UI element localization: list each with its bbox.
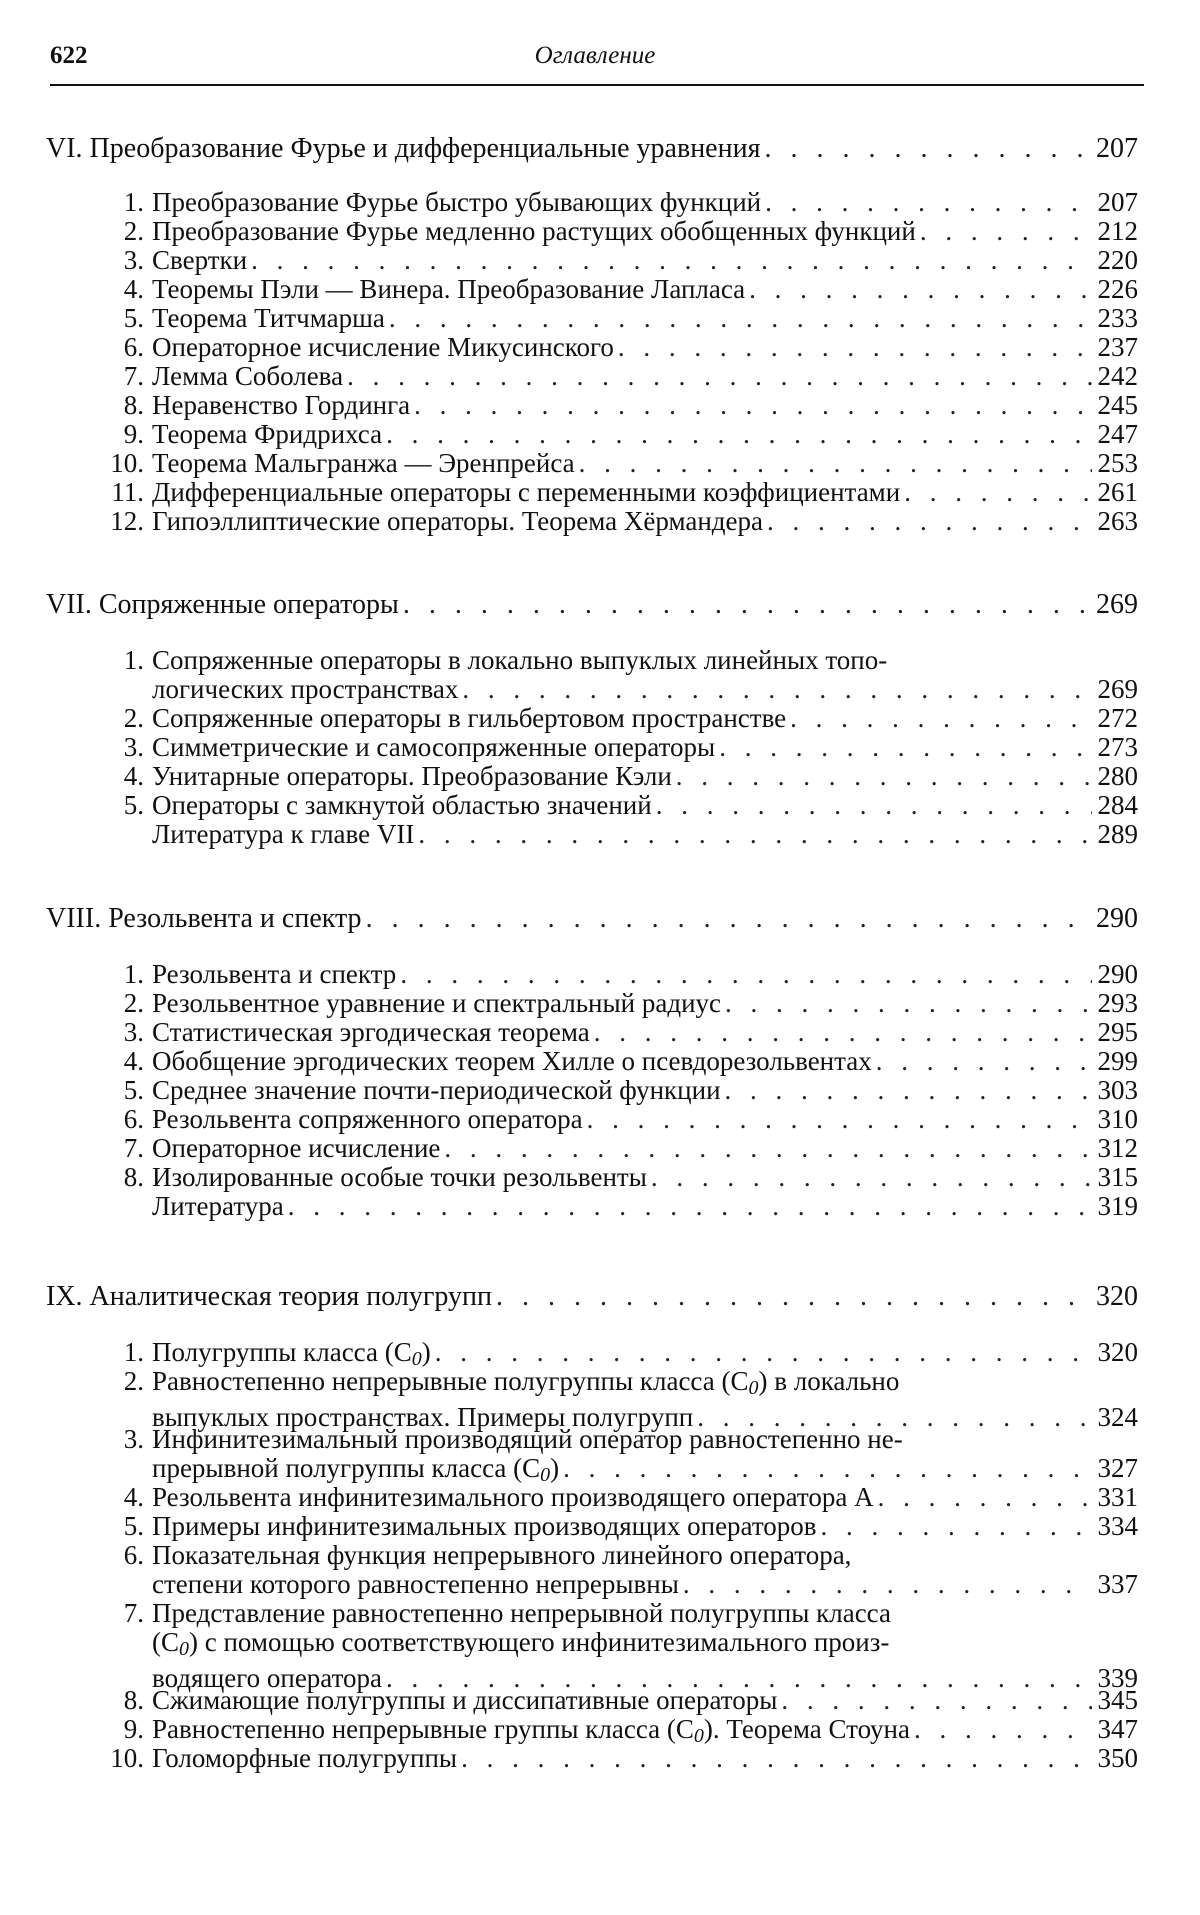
toc-entry <box>96 1425 1138 1490</box>
entry-title: Резольвента инфинитезимального производящего оператора A <box>152 1482 874 1512</box>
toc-entry <box>96 820 1138 849</box>
entry-title: Равностепенно непрерывные полугруппы класса $(C_0)$ в локально <box>152 1366 900 1399</box>
dot-leader <box>910 1715 1092 1744</box>
page-ref: 339 <box>1097 1663 1138 1693</box>
page-ref: 347 <box>1097 1714 1138 1744</box>
dot-leader <box>721 1076 1092 1105</box>
entry-title: Лемма Соболева <box>152 361 344 391</box>
entry-title: Литература <box>152 1191 284 1221</box>
page-ref: 263 <box>1097 506 1138 536</box>
dot-leader <box>760 132 1092 166</box>
toc-entry <box>96 989 1138 1018</box>
entry-number: 8. <box>123 1685 144 1715</box>
entry-title-continued: логических пространствах <box>152 674 459 704</box>
entry-number: 10. <box>110 448 144 478</box>
page-ref: 295 <box>1097 1017 1138 1047</box>
dot-leader <box>817 1512 1092 1541</box>
page-ref: 324 <box>1097 1402 1138 1432</box>
chapter-number: IX. <box>46 1281 83 1312</box>
page-ref: 284 <box>1097 790 1138 820</box>
page-ref: 280 <box>1097 761 1138 791</box>
toc-entry <box>96 507 1138 536</box>
entry-number: 12. <box>110 506 144 536</box>
entry-number: 5. <box>123 790 144 820</box>
dot-leader <box>763 507 1092 536</box>
dot-leader <box>900 478 1092 507</box>
page-ref: 226 <box>1097 274 1138 304</box>
page-ref: 350 <box>1097 1743 1138 1773</box>
page-ref: 269 <box>1097 674 1138 704</box>
entry-number: 2. <box>123 703 144 733</box>
page-header <box>50 42 1140 84</box>
page-ref: 331 <box>1097 1482 1138 1512</box>
entry-title: Статистическая эргодическая теорема <box>152 1017 590 1047</box>
dot-leader <box>457 1744 1092 1773</box>
toc-entry <box>96 1076 1138 1105</box>
entry-title: Среднее значение почти-периодической функции <box>152 1075 721 1105</box>
page-ref: 310 <box>1097 1104 1138 1134</box>
page-ref: 293 <box>1097 988 1138 1018</box>
entry-title: Преобразование Фурье медленно растущих обобщенных функций <box>152 216 916 246</box>
entry-number: 8. <box>123 1162 144 1192</box>
page-ref: 337 <box>1097 1569 1138 1599</box>
page-ref: 261 <box>1097 477 1138 507</box>
page-ref: 312 <box>1097 1133 1138 1163</box>
toc-entry <box>96 275 1138 304</box>
dot-leader <box>431 1338 1092 1367</box>
toc-entry <box>96 449 1138 478</box>
toc-entry <box>96 1483 1138 1512</box>
page-ref: 320 <box>1096 1281 1138 1312</box>
toc-entry <box>96 478 1138 507</box>
chapter-heading <box>46 1280 1138 1314</box>
entry-number: 3. <box>123 732 144 762</box>
entry-title: Инфинитезимальный производящий оператор равностепенно не- <box>152 1424 903 1454</box>
entry-title: Изолированные особые точки резольвенты <box>152 1162 647 1192</box>
page-ref: 319 <box>1097 1191 1138 1221</box>
entry-number: 2. <box>123 988 144 1018</box>
chapter-title: Сопряженные операторы <box>98 589 399 620</box>
toc-entry <box>96 188 1138 217</box>
entry-title: Операторное исчисление <box>152 1133 441 1163</box>
page-ref: 290 <box>1097 959 1138 989</box>
entry-number: 5. <box>123 1511 144 1541</box>
entry-number: 3. <box>123 245 144 275</box>
entry-number: 3. <box>123 1017 144 1047</box>
dot-leader <box>679 1570 1092 1599</box>
page-ref: 247 <box>1097 419 1138 449</box>
entry-number: 5. <box>123 1075 144 1105</box>
entry-number: 4. <box>123 761 144 791</box>
toc-entry <box>96 1367 1138 1432</box>
page-ref: 237 <box>1097 332 1138 362</box>
entry-title: Теорема Титчмарша <box>152 303 385 333</box>
chapter-title: Резольвента и спектр <box>108 903 362 934</box>
toc-entry <box>96 217 1138 246</box>
dot-leader <box>362 902 1092 936</box>
chapter-heading <box>46 132 1138 166</box>
dot-leader <box>916 217 1092 246</box>
toc-entry <box>96 1163 1138 1192</box>
toc-entry <box>96 391 1138 420</box>
page-ref: 345 <box>1097 1685 1138 1715</box>
dot-leader <box>715 733 1092 762</box>
dot-leader <box>872 1047 1092 1076</box>
page-ref: 290 <box>1096 903 1138 934</box>
toc-entry <box>96 1599 1138 1693</box>
entry-number: 1. <box>123 187 144 217</box>
dot-leader <box>492 1280 1092 1314</box>
page-ref: 273 <box>1097 732 1138 762</box>
entry-title: Сжимающие полугруппы и диссипативные операторы <box>152 1685 778 1715</box>
entry-title-continued: водящего оператора <box>152 1663 383 1693</box>
dot-leader <box>399 588 1092 622</box>
page-ref: 303 <box>1097 1075 1138 1105</box>
entry-number: 6. <box>123 1540 144 1570</box>
page-ref: 212 <box>1097 216 1138 246</box>
entry-title: Теорема Фридрихса <box>152 419 383 449</box>
entry-title: Сопряженные операторы в гильбертовом пространстве <box>152 703 787 733</box>
entry-number: 7. <box>123 1133 144 1163</box>
dot-leader <box>559 1454 1092 1483</box>
dot-leader <box>745 275 1092 304</box>
dot-leader <box>458 675 1092 704</box>
dot-leader <box>414 820 1092 849</box>
toc-entry <box>96 420 1138 449</box>
entry-number: 7. <box>123 1598 144 1628</box>
page-ref: 269 <box>1096 589 1138 620</box>
entry-number: 4. <box>123 1482 144 1512</box>
chapter-heading <box>46 588 1138 622</box>
toc-entry <box>96 304 1138 333</box>
page-ref: 334 <box>1097 1511 1138 1541</box>
entry-title: Сопряженные операторы в локально выпуклых линейных топо- <box>152 645 888 675</box>
entry-title: Голоморфные полугруппы <box>152 1743 458 1773</box>
entry-title: Представление равностепенно непрерывной полугруппы класса <box>152 1598 891 1628</box>
entry-number: 2. <box>123 216 144 246</box>
page-ref: 242 <box>1097 361 1138 391</box>
entry-number: 1. <box>123 645 144 675</box>
dot-leader <box>721 989 1092 1018</box>
entry-title: Симметрические и самосопряженные операторы <box>152 732 716 762</box>
entry-number: 1. <box>123 959 144 989</box>
dot-leader <box>385 304 1092 333</box>
dot-leader <box>343 362 1092 391</box>
chapter-heading <box>46 902 1138 936</box>
dot-leader <box>396 960 1092 989</box>
toc-entry <box>96 1512 1138 1541</box>
entry-number: 4. <box>123 274 144 304</box>
entry-number: 1. <box>123 1337 144 1367</box>
toc-entry <box>96 362 1138 391</box>
dot-leader <box>647 1163 1092 1192</box>
dot-leader <box>440 1134 1092 1163</box>
entry-number: 3. <box>123 1424 144 1454</box>
toc-entry <box>96 960 1138 989</box>
toc-entry <box>96 762 1138 791</box>
entry-number: 6. <box>123 1104 144 1134</box>
dot-leader <box>874 1483 1092 1512</box>
entry-number: 4. <box>123 1046 144 1076</box>
entry-number: 6. <box>123 332 144 362</box>
toc-entry <box>96 1018 1138 1047</box>
entry-title: Неравенство Гординга <box>152 390 411 420</box>
entry-number: 10. <box>110 1743 144 1773</box>
page-number: 622 <box>50 42 88 69</box>
toc-entry <box>96 246 1138 275</box>
chapter-number: VII. <box>46 589 92 620</box>
toc-entry <box>96 733 1138 762</box>
entry-title: Дифференциальные операторы с переменными коэффициентами <box>152 477 901 507</box>
entry-title: Показательная функция непрерывного линейного оператора, <box>152 1540 852 1570</box>
toc-entry <box>96 333 1138 362</box>
entry-number: 8. <box>123 390 144 420</box>
entry-title: Примеры инфинитезимальных производящих операторов <box>152 1511 817 1541</box>
dot-leader <box>672 762 1092 791</box>
toc-entry <box>96 1744 1138 1773</box>
toc-entry <box>96 1192 1138 1221</box>
entry-title: Операторы с замкнутой областью значений <box>152 790 652 820</box>
entry-number: 9. <box>123 1714 144 1744</box>
entry-title: Теоремы Пэли — Винера. Преобразование Лапласа <box>152 274 746 304</box>
entry-title-continued: $(C_0)$ с помощью соответствующего инфинитезимального произ- <box>152 1627 890 1660</box>
entry-number: 9. <box>123 419 144 449</box>
entry-title: Унитарные операторы. Преобразование Кэли <box>152 761 672 791</box>
chapter-number: VI. <box>46 133 83 164</box>
dot-leader <box>247 246 1092 275</box>
toc-entry <box>96 704 1138 733</box>
dot-leader <box>583 1105 1092 1134</box>
toc-entry <box>96 1047 1138 1076</box>
entry-number: 5. <box>123 303 144 333</box>
entry-title-continued: прерывной полугруппы класса $(C_0)$ <box>152 1453 560 1486</box>
dot-leader <box>786 704 1092 733</box>
entry-title: Свертки <box>152 245 248 275</box>
dot-leader <box>410 391 1092 420</box>
dot-leader <box>652 791 1092 820</box>
entry-title: Полугруппы класса $(C_0)$ <box>152 1337 431 1370</box>
chapter-title: Аналитическая теория полугрупп <box>89 1281 492 1312</box>
dot-leader <box>777 1686 1092 1715</box>
entry-number: 7. <box>123 361 144 391</box>
entry-title: Преобразование Фурье быстро убывающих функций <box>152 187 762 217</box>
chapter-title: Преобразование Фурье и дифференциальные уравнения <box>89 133 761 164</box>
page-ref: 220 <box>1097 245 1138 275</box>
toc-entry <box>96 1686 1138 1715</box>
page-ref: 253 <box>1097 448 1138 478</box>
entry-title: Гипоэллиптические операторы. Теорема Хёрмандера <box>152 506 764 536</box>
page-ref: 245 <box>1097 390 1138 420</box>
dot-leader <box>284 1192 1092 1221</box>
entry-title: Операторное исчисление Микусинского <box>152 332 614 362</box>
page-ref: 289 <box>1097 819 1138 849</box>
page-ref: 315 <box>1097 1162 1138 1192</box>
page-ref: 233 <box>1097 303 1138 333</box>
entry-number: 2. <box>123 1366 144 1396</box>
entry-title: Резольвентное уравнение и спектральный радиус <box>152 988 722 1018</box>
dot-leader <box>761 188 1092 217</box>
entry-title: Резольвента и спектр <box>152 959 397 989</box>
page-ref: 272 <box>1097 703 1138 733</box>
toc-entry <box>96 1541 1138 1599</box>
toc-entry <box>96 791 1138 820</box>
toc-entry <box>96 646 1138 704</box>
running-title: Оглавление <box>534 42 656 69</box>
dot-leader <box>614 333 1092 362</box>
entry-title-continued: степени которого равностепенно непрерывны <box>152 1569 679 1599</box>
entry-number: 11. <box>111 477 144 507</box>
page-ref: 327 <box>1097 1453 1138 1483</box>
entry-title: Резольвента сопряженного оператора <box>152 1104 583 1134</box>
dot-leader <box>382 420 1092 449</box>
entry-title: Равностепенно непрерывные группы класса $(C_0)$. Теорема Стоуна <box>152 1714 910 1747</box>
dot-leader <box>590 1018 1092 1047</box>
page-ref: 207 <box>1097 187 1138 217</box>
entry-title: Обобщение эргодических теорем Хилле о псевдорезольвентах <box>152 1046 872 1076</box>
entry-title: Литература к главе VII <box>152 819 415 849</box>
toc-entry <box>96 1105 1138 1134</box>
entry-title-continued: выпуклых пространствах. Примеры полугрупп <box>152 1402 694 1432</box>
dot-leader <box>575 449 1092 478</box>
page-ref: 299 <box>1097 1046 1138 1076</box>
page-ref: 320 <box>1097 1337 1138 1367</box>
header-rule <box>50 84 1144 86</box>
entry-title: Теорема Мальгранжа — Эренпрейса <box>152 448 575 478</box>
toc-entry <box>96 1134 1138 1163</box>
chapter-number: VIII. <box>46 903 102 934</box>
page-ref: 207 <box>1096 133 1138 164</box>
